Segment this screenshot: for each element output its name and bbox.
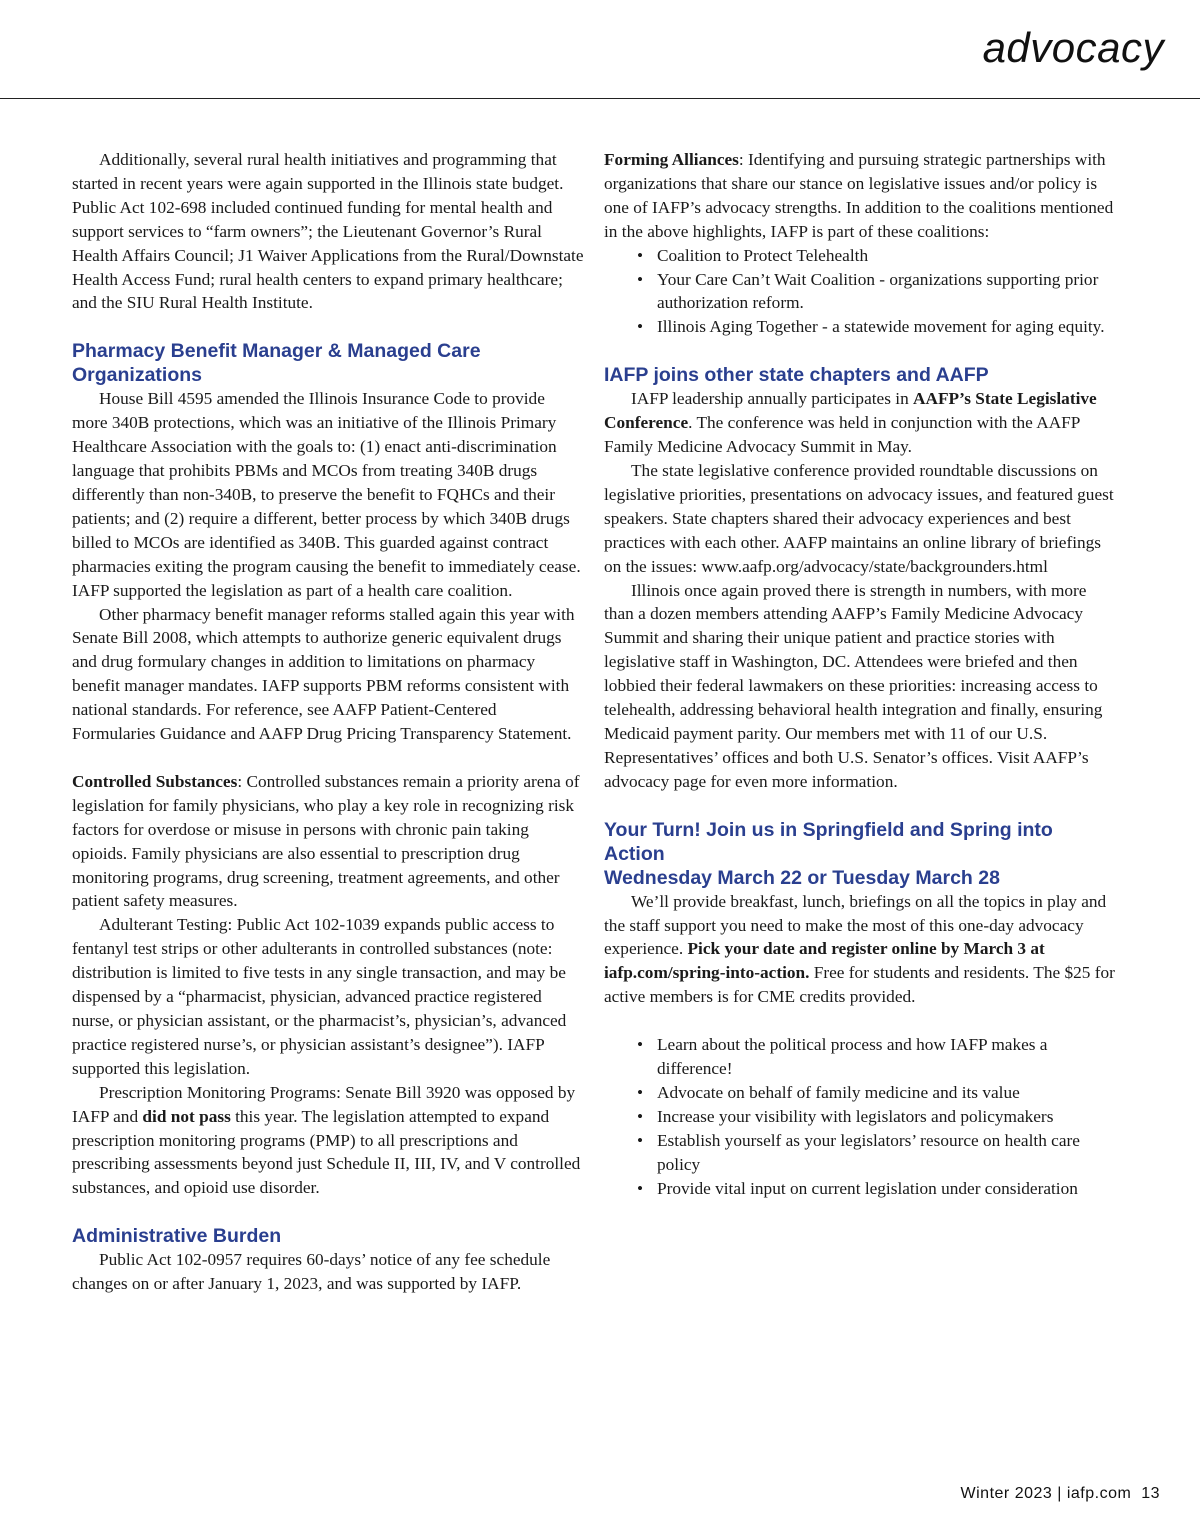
footer-separator: | xyxy=(1057,1485,1062,1502)
turn-text-1: We’ll provide breakfast, lunch, briefings on all the topics in play and the staff support you need to make the most of this one-day advocacy experience. xyxy=(604,891,1107,959)
pmp-bold: did not pass xyxy=(142,1106,231,1126)
administrative-burden-paragraph: Public Act 102-0957 requires 60-days’ notice of any fee schedule changes on or after January 1, 2023, and was supported by IAFP. xyxy=(72,1250,551,1294)
list-item: • Establish yourself as your legislators’ resource on health care policy xyxy=(604,1129,1116,1177)
pbm-heading: Pharmacy Benefit Manager & Managed Care Organizations xyxy=(72,340,481,387)
your-turn-heading: Your Turn! Join us in Springfield and Spring into Action xyxy=(604,818,1053,865)
your-turn-paragraph xyxy=(604,890,1116,1010)
aafp-heading: IAFP joins other state chapters and AAFP xyxy=(604,364,989,387)
page-number: 13 xyxy=(1141,1485,1160,1502)
list-item: • Learn about the political process and how IAFP makes a difference! xyxy=(604,1033,1116,1081)
controlled-substances-paragraph xyxy=(72,770,584,913)
aafp-paragraph-2: The state legislative conference provided roundtable discussions on legislative priorities, presentations on advocacy issues, and featured guest speakers. State chapters shared their advocacy experiences and best practices with each other. AAFP maintains an online library of briefings on the issues: www.aafp.org/advocacy/state/backgrounders.html xyxy=(604,460,1114,576)
aafp-paragraph-1 xyxy=(604,387,1116,459)
controlled-substances-text: : Controlled substances remain a priority arena of legislation for family physicians, who play a key role in recognizing risk factors for overdose or misuse in persons with chronic pain taking opioids. Family physicians are also essential to prescription drug monitoring programs, drug screening, treatment agreements, and other patient safety measures. xyxy=(72,771,580,911)
list-item: • Advocate on behalf of family medicine and its value xyxy=(604,1081,1116,1105)
page-footer xyxy=(961,1485,1160,1503)
adulterant-testing-paragraph: Adulterant Testing: Public Act 102-1039 expands public access to fentanyl test strips or other adulterants in controlled substances (note: distribution is limited to five tests in any single transaction, and may be dispensed by a “pharmacist, physician, advanced practice registered nurse, or physician assistant, or the pharmacist’s, physician’s, advanced practice registered nurse’s, or physician assistant’s designee”). IAFP supported this legislation. xyxy=(72,915,567,1078)
aafp-paragraph-3: Illinois once again proved there is strength in numbers, with more than a dozen members attending AAFP’s Family Medicine Advocacy Summit and sharing their unique patient and practice stories with legislative staff in Washington, DC. Attendees were briefed and then lobbied their federal lawmakers on these priorities: increasing access to telehealth, addressing behavioral health integration and finally, ensuring Medicaid payment parity. Our members met with 11 of our U.S. Representatives’ offices and both U.S. Senator’s offices. Visit AAFP’s advocacy page for even more information. xyxy=(604,580,1103,791)
your-turn-dates-heading: Wednesday March 22 or Tuesday March 28 xyxy=(604,866,1000,889)
pmp-text-1: Prescription Monitoring Programs: Senate Bill 3920 was opposed by IAFP and xyxy=(72,1082,576,1126)
list-item: • Coalition to Protect Telehealth xyxy=(604,244,1116,268)
pmp-text-2: this year. The legislation attempted to expand prescription monitoring programs (PMP) to all prescriptions and prescribing assessments beyond just Schedule II, III, IV, and V controlled substances, and opioid use disorder. xyxy=(72,1106,581,1198)
coalitions-list xyxy=(604,244,1116,340)
pbm-paragraph-2: Other pharmacy benefit manager reforms stalled again this year with Senate Bill 2008, which attempts to authorize generic equivalent drugs and drug formulary changes in addition to limitations on pharmacy benefit manager mandates. IAFP supports PBM reforms consistent with national standards. For reference, see AAFP Patient-Centered Formularies Guidance and AAFP Drug Pricing Transparency Statement. xyxy=(72,604,575,744)
footer-site: iafp.com xyxy=(1066,1485,1132,1502)
list-item: • Your Care Can’t Wait Coalition - organizations supporting prior authorization reform. xyxy=(604,268,1116,316)
benefits-list xyxy=(604,1033,1116,1200)
list-item: • Provide vital input on current legislation under consideration xyxy=(604,1177,1116,1201)
rural-health-paragraph: Additionally, several rural health initiatives and programming that started in recent years were again supported in the Illinois state budget. Public Act 102-698 included continued funding for mental health and support services to “farm owners”; the Lieutenant Governor’s Rural Health Affairs Council; J1 Waiver Applications from the Rural/Downstate Health Access Fund; rural health centers to expand primary healthcare; and the SIU Rural Health Institute. xyxy=(72,150,584,313)
administrative-burden-heading: Administrative Burden xyxy=(72,1225,282,1248)
right-column xyxy=(604,148,1116,1201)
turn-register-bold: Pick your date and register online by March 3 at iafp.com/spring-into-action. xyxy=(604,939,1045,983)
aafp-p1-bold: AAFP’s State Legislative Conference xyxy=(604,389,1097,433)
header-divider xyxy=(0,98,1200,99)
section-title: advocacy xyxy=(982,24,1164,71)
list-item: • Increase your visibility with legislators and policymakers xyxy=(604,1105,1116,1129)
forming-alliances-label: Forming Alliances xyxy=(604,150,739,169)
forming-alliances-paragraph xyxy=(604,148,1116,244)
pmp-paragraph xyxy=(72,1081,584,1201)
left-column xyxy=(72,148,584,1296)
turn-text-2: Free for students and residents. The $25 for active members is for CME credits provided. xyxy=(604,963,1115,1007)
pbm-paragraph-1: House Bill 4595 amended the Illinois Insurance Code to provide more 340B protections, which was an initiative of the Illinois Primary Healthcare Association with the goals to: (1) enact anti-discrimination language that prohibits PBMs and MCOs from treating 340B drugs differently than non-340B, to preserve the benefit to FQHCs and their patients; and (2) require a different, better process by which 340B drugs billed to MCOs are identified as 340B. This guarded against contract pharmacies exiting the program causing the benefit to immediately cease. IAFP supported the legislation as part of a health care coalition. xyxy=(72,389,581,600)
aafp-p1-text-2: . The conference was held in conjunction with the AAFP Family Medicine Advocacy Summit in May. xyxy=(604,413,1080,457)
list-item: • Illinois Aging Together - a statewide movement for aging equity. xyxy=(604,315,1116,339)
aafp-p1-text-1: IAFP leadership annually participates in xyxy=(631,389,914,409)
footer-issue: Winter 2023 xyxy=(960,1485,1053,1502)
forming-alliances-text: : Identifying and pursuing strategic partnerships with organizations that share our stance on legislative issues and/or policy is one of IAFP’s advocacy strengths. In addition to the coalitions mentioned in the above highlights, IAFP is part of these coalitions: xyxy=(604,150,1114,241)
controlled-substances-label: Controlled Substances xyxy=(72,771,238,791)
